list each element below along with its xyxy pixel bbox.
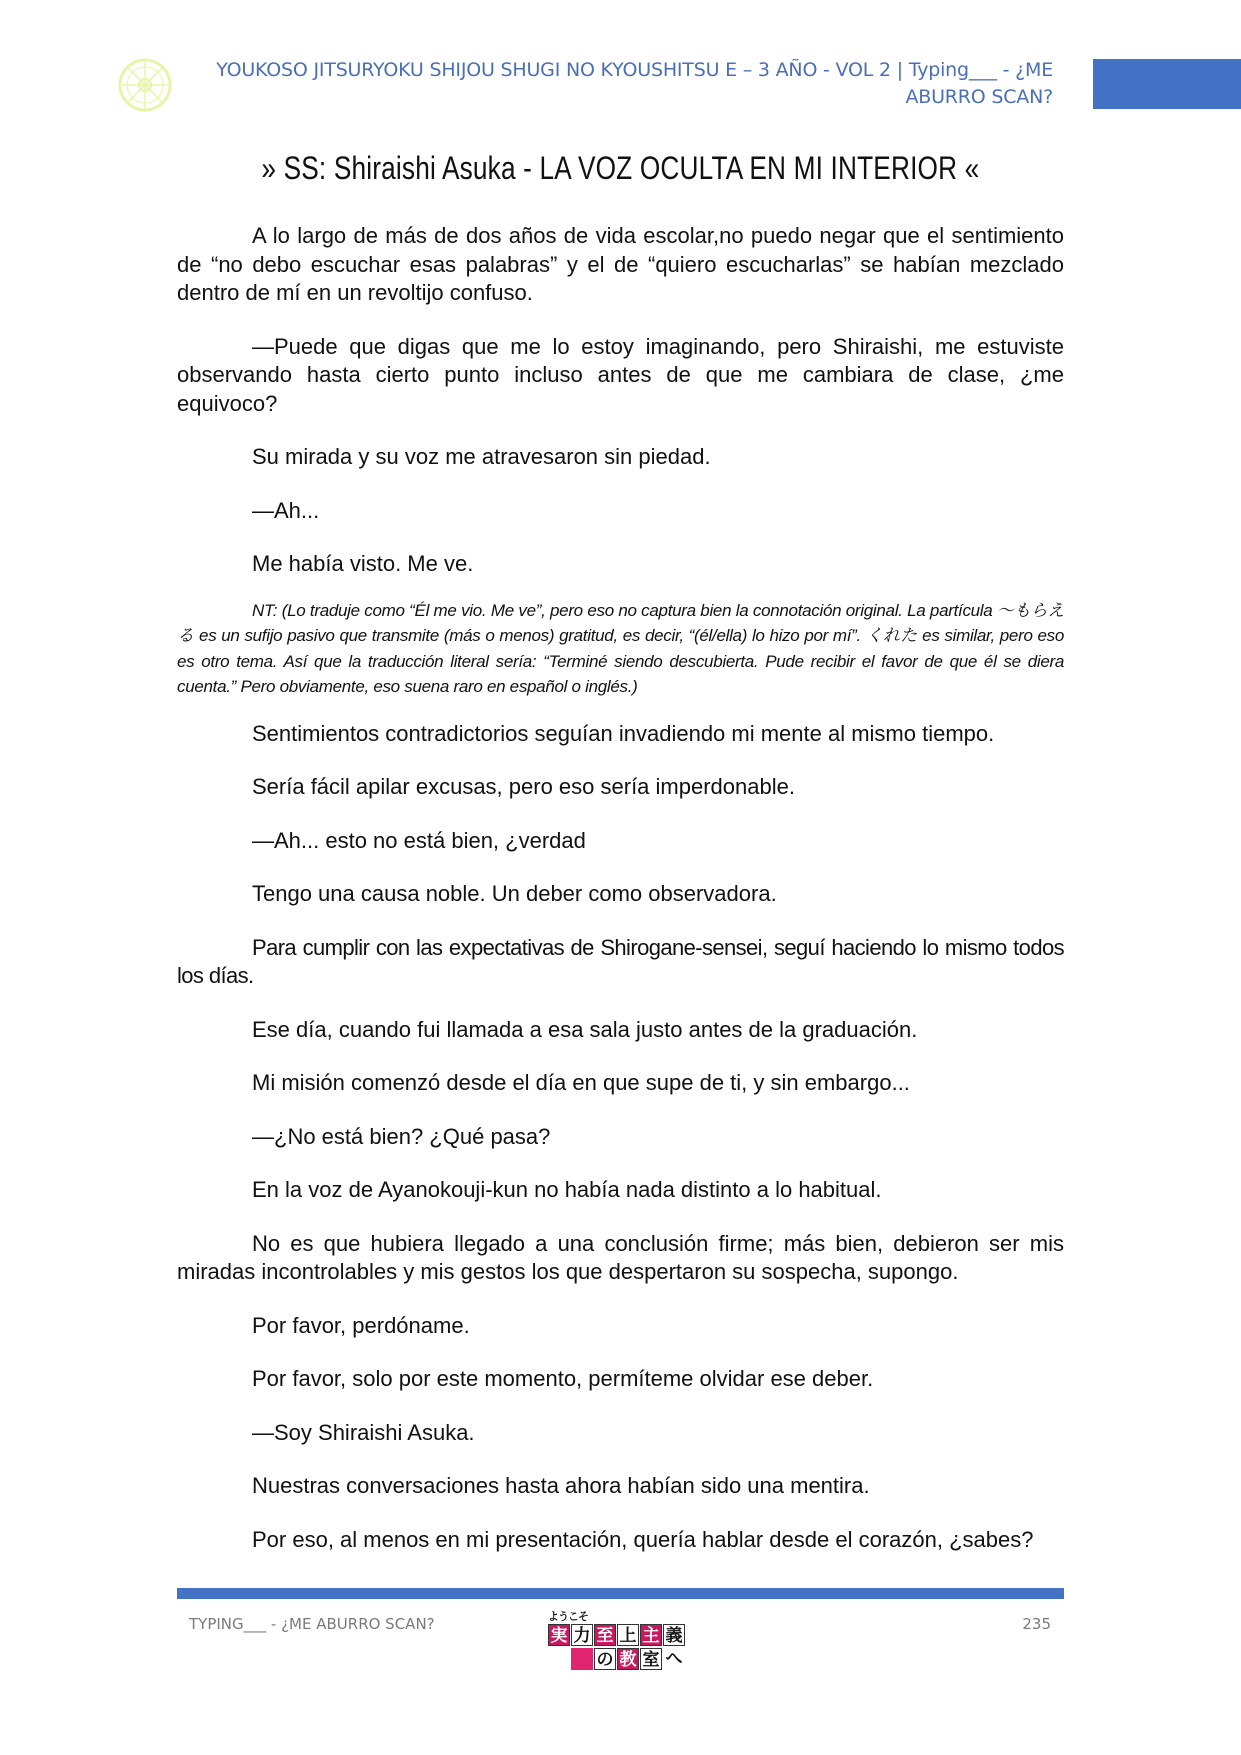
paragraph: Nuestras conversaciones hasta ahora habían sido una mentira. <box>252 1473 870 1498</box>
paragraph: —Ah... esto no está bien, ¿verdad <box>252 827 586 853</box>
paragraph: Sentimientos contradictorios seguían invadiendo mi mente al mismo tiempo. <box>252 720 995 746</box>
logo-char: 至 <box>594 1624 616 1646</box>
logo-mini-block <box>571 1648 593 1670</box>
logo-char: 室 <box>640 1648 662 1670</box>
paragraph: Sería fácil apilar excusas, pero eso sería imperdonable. <box>252 774 795 799</box>
paragraph: —Ah... <box>252 497 320 523</box>
paragraph: Por favor, perdóname. <box>252 1312 470 1338</box>
paragraph: —Puede que digas que me lo estoy imaginando, pero Shiraishi, me estuviste observando hasta cierto punto incluso antes de que me cambiara de clase, ¿me equivoco? <box>177 333 1064 416</box>
translator-note: NT: (Lo traduje como “Él me vio. Me ve”, pero eso no captura bien la connotación original. La partícula ～もらえる es un sufijo pasivo que transmite (más o menos) gratitud, es decir, “(él/ella) lo hizo por mí”. くれた es similar, pero eso es otro tema. Así que la traducción literal sería: “Terminé siendo descubierta. Pude recibir el favor de que él se diera cuenta.” Pero obviamente, eso suena raro en español o inglés.) <box>177 600 1064 696</box>
paragraph: Por favor, solo por este momento, permíteme olvidar ese deber. <box>252 1366 874 1391</box>
paragraph: Por eso, al menos en mi presentación, quería hablar desde el corazón, ¿sabes? <box>252 1526 1034 1552</box>
logo-char: 教 <box>617 1648 639 1670</box>
chapter-title: » SS: Shiraishi Asuka - LA VOZ OCULTA EN MI INTERIOR « <box>261 150 980 186</box>
paragraph: —Soy Shiraishi Asuka. <box>252 1419 475 1445</box>
paragraph: A lo largo de más de dos años de vida escolar,no puedo negar que el sentimiento de “no debo escuchar esas palabras” y el de “quiero escucharlas” se habían mezclado dentro de mí en un revoltijo confuso. <box>177 223 1064 305</box>
running-header <box>153 57 1053 111</box>
paragraph: No es que hubiera llegado a una conclusión firme; más bien, debieron ser mis miradas incontrolables y mis gestos los que despertaron su sospecha, supongo. <box>177 1230 1064 1284</box>
paragraph: Su mirada y su voz me atravesaron sin piedad. <box>252 444 711 469</box>
paragraph: Ese día, cuando fui llamada a esa sala justo antes de la graduación. <box>252 1016 918 1042</box>
paragraph: Mi misión comenzó desde el día en que supe de ti, y sin embargo... <box>252 1070 910 1095</box>
logo-char: の <box>594 1648 616 1670</box>
logo-char: 上 <box>617 1624 639 1646</box>
logo-char: 義 <box>663 1624 685 1646</box>
paragraph: Para cumplir con las expectativas de Shirogane-sensei, seguí haciendo lo mismo todos los días. <box>177 934 1064 988</box>
logo-char: 力 <box>571 1624 593 1646</box>
paragraph: Me había visto. Me ve. <box>252 551 474 576</box>
logo-char: 主 <box>640 1624 662 1646</box>
footer-credit: TYPING___ - ¿ME ABURRO SCAN? <box>189 1615 435 1633</box>
header-title-line2: ABURRO SCAN? <box>905 86 1053 108</box>
header-title-line1: YOUKOSO JITSURYOKU SHIJOU SHUGI NO KYOUSHITSU E – 3 AÑO - VOL 2 | Typing___ - ¿ME <box>216 59 1053 81</box>
paragraph: Tengo una causa noble. Un deber como observadora. <box>252 881 777 906</box>
paragraph: En la voz de Ayanokouji-kun no había nada distinto a lo habitual. <box>252 1177 882 1202</box>
logo-char: 実 <box>548 1624 570 1646</box>
paragraph: —¿No está bien? ¿Qué pasa? <box>252 1123 551 1149</box>
page-number: 235 <box>1022 1615 1051 1633</box>
logo-char: へ <box>663 1648 685 1670</box>
header-accent-bar <box>1093 59 1241 109</box>
series-logo <box>548 1608 696 1674</box>
page-body <box>177 222 1064 1579</box>
footer-accent-bar <box>177 1588 1064 1599</box>
series-logo-top: ようこそ <box>548 1611 588 1623</box>
